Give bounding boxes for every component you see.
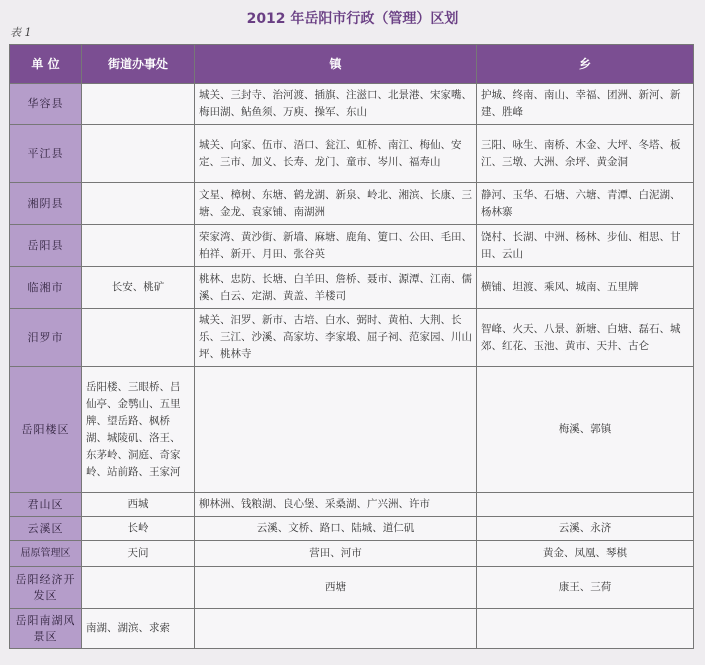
table-row — [10, 267, 694, 309]
streets-cell — [82, 84, 195, 125]
townships-cell — [477, 609, 694, 649]
towns-cell: 城关、汨罗、新市、古培、白水、弼时、黄柏、大荆、长乐、三江、沙溪、高家坊、李家塅、屈子祠、范家园、川山坪、桃林寺 — [195, 309, 477, 367]
header-towns: 镇 — [195, 45, 477, 84]
streets-cell: 长安、桃矿 — [82, 267, 195, 309]
header-townships: 乡 — [477, 45, 694, 84]
unit-cell: 岳阳县 — [10, 225, 82, 267]
unit-cell: 华容县 — [10, 84, 82, 125]
table-row — [10, 84, 694, 125]
unit-cell: 岳阳楼区 — [10, 367, 82, 493]
streets-cell — [82, 183, 195, 225]
unit-cell: 平江县 — [10, 125, 82, 183]
table-row — [10, 517, 694, 541]
unit-cell: 君山区 — [10, 493, 82, 517]
unit-cell: 汨罗市 — [10, 309, 82, 367]
table-row — [10, 367, 694, 493]
townships-cell — [477, 493, 694, 517]
table-row — [10, 493, 694, 517]
townships-cell: 智峰、火天、八景、新塘、白塘、磊石、城郊、红花、玉池、黄市、天井、古仑 — [477, 309, 694, 367]
unit-cell: 岳阳经济开发区 — [10, 567, 82, 609]
townships-cell: 三阳、咏生、南桥、木金、大坪、冬塔、板江、三墩、大洲、余坪、黄金洞 — [477, 125, 694, 183]
streets-cell — [82, 567, 195, 609]
unit-cell: 云溪区 — [10, 517, 82, 541]
streets-cell: 南湖、湖滨、求索 — [82, 609, 195, 649]
towns-cell — [195, 367, 477, 493]
townships-cell: 云溪、永济 — [477, 517, 694, 541]
townships-cell: 护城、终南、南山、幸福、团洲、新河、新建、胜峰 — [477, 84, 694, 125]
table-row — [10, 609, 694, 649]
towns-cell: 柳林洲、钱粮湖、良心堡、采桑湖、广兴洲、许市 — [195, 493, 477, 517]
townships-cell: 静河、玉华、石塘、六塘、青潭、白泥湖、杨林寨 — [477, 183, 694, 225]
header-row — [10, 45, 694, 84]
towns-cell: 城关、向家、伍市、浯口、瓮江、虹桥、南江、梅仙、安定、三市、加义、长寿、龙门、童市、岑川、福寿山 — [195, 125, 477, 183]
header-streets: 街道办事处 — [82, 45, 195, 84]
streets-cell — [82, 125, 195, 183]
unit-cell: 岳阳南湖风景区 — [10, 609, 82, 649]
townships-cell: 横铺、坦渡、乘风、城南、五里牌 — [477, 267, 694, 309]
townships-cell: 黄金、凤凰、琴棋 — [477, 541, 694, 567]
streets-cell: 长岭 — [82, 517, 195, 541]
streets-cell: 西城 — [82, 493, 195, 517]
townships-cell: 康王、三荷 — [477, 567, 694, 609]
table-row — [10, 225, 694, 267]
streets-cell: 岳阳楼、三眼桥、吕仙亭、金鹗山、五里牌、望岳路、枫桥湖、城陵矶、洛王、东茅岭、洞庭、奇家岭、站前路、王家河 — [82, 367, 195, 493]
unit-cell: 湘阴县 — [10, 183, 82, 225]
document-title: 2012 年岳阳市行政（管理）区划 — [246, 11, 459, 27]
towns-cell — [195, 609, 477, 649]
towns-cell: 营田、河市 — [195, 541, 477, 567]
townships-cell: 饶村、长湖、中洲、杨林、步仙、相思、甘田、云山 — [477, 225, 694, 267]
table-row — [10, 183, 694, 225]
towns-cell: 云溪、文桥、路口、陆城、道仁矶 — [195, 517, 477, 541]
division-table — [9, 44, 694, 649]
table-number: 表 1 — [10, 26, 32, 39]
streets-cell — [82, 225, 195, 267]
streets-cell: 天问 — [82, 541, 195, 567]
streets-cell — [82, 309, 195, 367]
towns-cell: 文星、樟树、东塘、鹤龙湖、新泉、岭北、湘滨、长康、三塘、金龙、袁家铺、南湖洲 — [195, 183, 477, 225]
header-unit: 单 位 — [10, 45, 82, 84]
towns-cell: 荣家湾、黄沙街、新墙、麻塘、鹿角、筻口、公田、毛田、柏祥、新开、月田、张谷英 — [195, 225, 477, 267]
unit-cell: 临湘市 — [10, 267, 82, 309]
townships-cell: 梅溪、郭镇 — [477, 367, 694, 493]
towns-cell: 桃林、忠防、长塘、白羊田、詹桥、聂市、源潭、江南、儒溪、白云、定湖、黄盖、羊楼司 — [195, 267, 477, 309]
table-row — [10, 567, 694, 609]
unit-cell: 屈原管理区 — [10, 541, 82, 567]
towns-cell: 城关、三封寺、治河渡、插旗、注滋口、北景港、宋家嘴、梅田湖、鲇鱼须、万庾、操军、东山 — [195, 84, 477, 125]
table-row — [10, 541, 694, 567]
table-row — [10, 125, 694, 183]
towns-cell: 西塘 — [195, 567, 477, 609]
table-row — [10, 309, 694, 367]
